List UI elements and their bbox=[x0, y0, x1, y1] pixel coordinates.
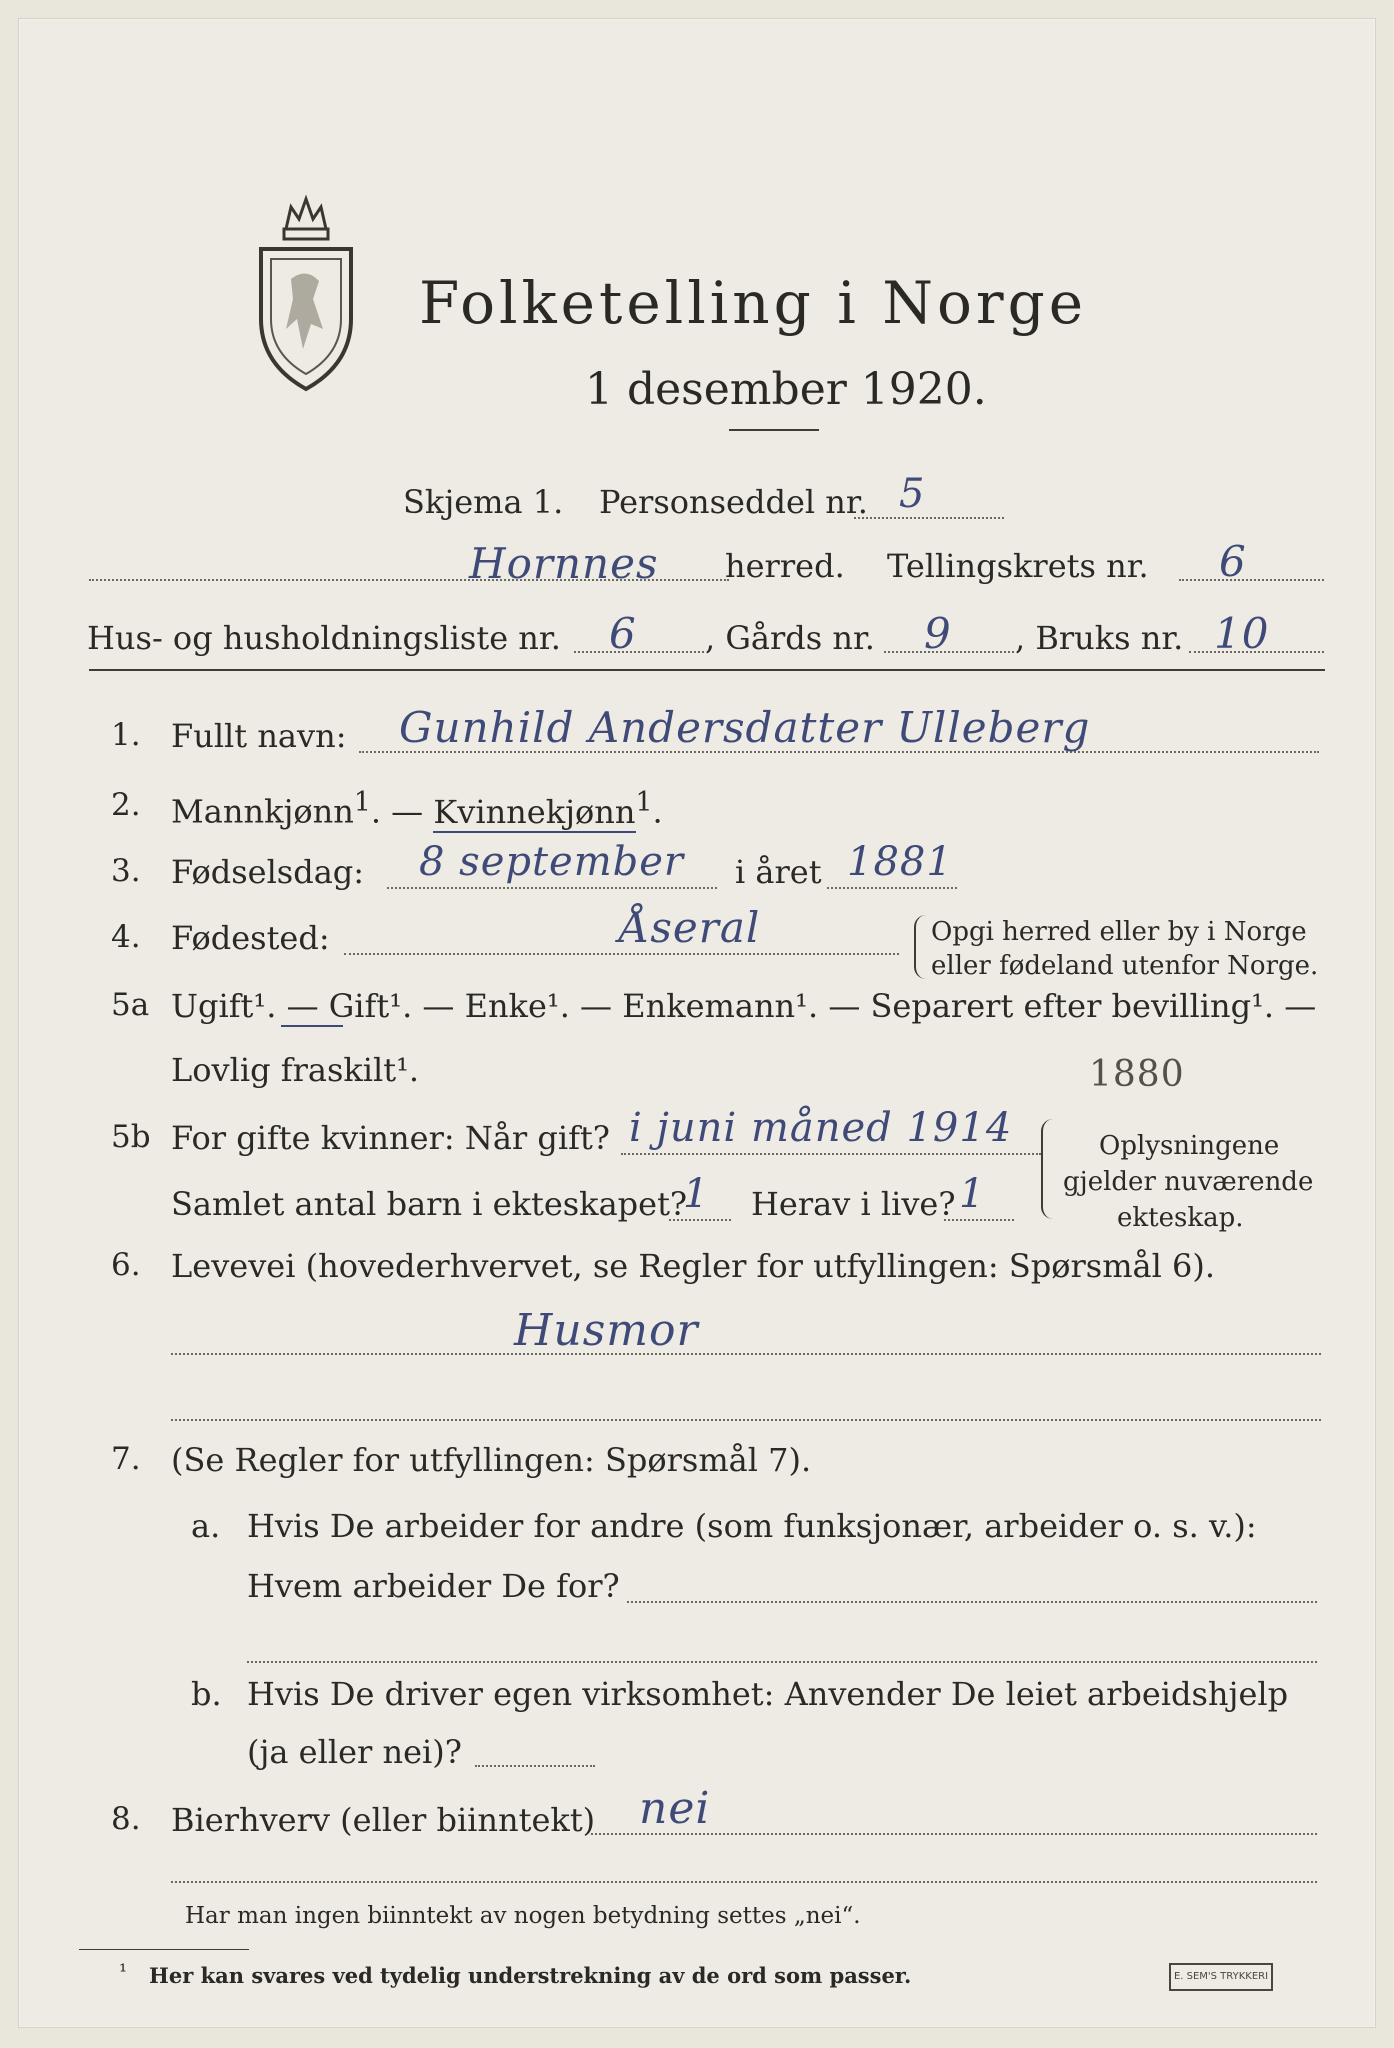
q8-label: Bierhverv (eller biinntekt) bbox=[171, 1801, 596, 1839]
q5b-value3: 1 bbox=[959, 1171, 986, 1217]
q6-label: Levevei (hovederhvervet, se Regler for utfyllingen: Spørsmål 6). bbox=[171, 1247, 1216, 1285]
q5b-note-line3: ekteskap. bbox=[1117, 1203, 1244, 1233]
husliste-value: 6 bbox=[609, 609, 637, 658]
q7a-answer-line bbox=[627, 1601, 1317, 1603]
q7b-line2: (ja eller nei)? bbox=[247, 1733, 462, 1771]
q6-line2 bbox=[171, 1419, 1321, 1421]
q3-number: 3. bbox=[111, 853, 141, 889]
footer-note: Har man ingen biinntekt av nogen betydning settes „nei“. bbox=[185, 1903, 861, 1929]
q7a-line1: Hvis De arbeider for andre (som funksjonær, arbeider o. s. v.): bbox=[247, 1507, 1257, 1545]
tellingskrets-value: 6 bbox=[1219, 537, 1247, 586]
q5b-line1 bbox=[621, 1153, 1041, 1155]
q5b-label3: Herav i live? bbox=[751, 1185, 956, 1223]
q2-options: Mannkjønn$^1$. — Kvinnekjønn$^1$. bbox=[171, 787, 663, 831]
q3-year-line bbox=[827, 887, 957, 889]
q6-value: Husmor bbox=[514, 1305, 699, 1356]
footnote-mark: ¹ bbox=[119, 1959, 128, 1983]
herred-label: herred. bbox=[725, 547, 845, 585]
q7a-line2: Hvem arbeider De for? bbox=[247, 1567, 620, 1605]
personseddel-value: 5 bbox=[899, 471, 926, 517]
q7-label: (Se Regler for utfyllingen: Spørsmål 7). bbox=[171, 1441, 812, 1479]
q5b-number: 5b bbox=[111, 1119, 151, 1155]
q8-number: 8. bbox=[111, 1801, 141, 1837]
gards-label: , Gårds nr. bbox=[705, 619, 875, 657]
personseddel-line bbox=[854, 517, 1004, 519]
q8-extra-line bbox=[171, 1881, 1317, 1883]
q6-number: 6. bbox=[111, 1247, 141, 1283]
bruks-label: , Bruks nr. bbox=[1015, 619, 1184, 657]
q7b-number: b. bbox=[191, 1675, 222, 1713]
q5b-label1: For gifte kvinner: Når gift? bbox=[171, 1119, 610, 1157]
q6-line1 bbox=[171, 1353, 1321, 1355]
tellingskrets-line bbox=[1179, 579, 1324, 581]
q4-brace bbox=[914, 915, 926, 979]
printer-stamp: E. SEM'S TRYKKERI bbox=[1169, 1963, 1273, 1991]
q7-number: 7. bbox=[111, 1441, 141, 1477]
q3-year-label: i året bbox=[735, 853, 822, 891]
header-divider bbox=[89, 669, 1325, 671]
q2-kvinnekjonn: Kvinnekjønn bbox=[433, 792, 636, 831]
husliste-line bbox=[574, 651, 704, 653]
q8-value: nei bbox=[639, 1783, 711, 1834]
q7b-line1: Hvis De driver egen virksomhet: Anvender De leiet arbeidshjelp bbox=[247, 1675, 1289, 1713]
q5b-line2 bbox=[669, 1219, 731, 1221]
q5b-value2: 1 bbox=[683, 1171, 710, 1217]
q7a-extra-line bbox=[247, 1661, 1317, 1663]
q4-label: Fødested: bbox=[171, 919, 330, 957]
q5a-annotation: 1880 bbox=[1089, 1054, 1185, 1095]
title-divider bbox=[729, 429, 819, 431]
q3-line bbox=[387, 887, 717, 889]
bruks-value: 10 bbox=[1214, 609, 1270, 658]
q4-note-line2: eller fødeland utenfor Norge. bbox=[931, 951, 1319, 981]
q1-value: Gunhild Andersdatter Ulleberg bbox=[399, 703, 1091, 752]
q5b-note-line2: gjelder nuværende bbox=[1063, 1167, 1314, 1197]
q7b-answer-line bbox=[475, 1765, 595, 1767]
q5a-number: 5a bbox=[111, 987, 150, 1023]
q4-number: 4. bbox=[111, 919, 141, 955]
footnote-divider bbox=[79, 1949, 249, 1950]
q1-number: 1. bbox=[111, 717, 141, 753]
q3-year-value: 1881 bbox=[847, 839, 953, 885]
gards-value: 9 bbox=[924, 609, 952, 658]
census-form bbox=[18, 18, 1376, 2028]
q4-line bbox=[344, 953, 899, 955]
q5b-note-line1: Oplysningene bbox=[1099, 1131, 1280, 1161]
q5b-line3 bbox=[944, 1219, 1014, 1221]
herred-value: Hornnes bbox=[469, 539, 659, 588]
husliste-label: Hus- og husholdningsliste nr. bbox=[87, 619, 561, 657]
q5b-label2: Samlet antal barn i ekteskapet? bbox=[171, 1185, 688, 1223]
tellingskrets-label: Tellingskrets nr. bbox=[887, 547, 1149, 585]
census-date: 1 desember 1920. bbox=[585, 364, 987, 415]
q2-number: 2. bbox=[111, 787, 141, 823]
q4-value: Åseral bbox=[619, 903, 761, 952]
q5b-value1: i juni måned 1914 bbox=[629, 1105, 1013, 1151]
q5a-gift-underline bbox=[281, 1025, 343, 1027]
q4-note-line1: Opgi herred eller by i Norge bbox=[931, 917, 1307, 947]
q3-label: Fødselsdag: bbox=[171, 853, 365, 891]
coat-of-arms-icon bbox=[251, 189, 361, 399]
skjema-label: Skjema 1. bbox=[403, 483, 564, 521]
personseddel-label: Personseddel nr. bbox=[599, 483, 868, 521]
q5a-options: Ugift¹. — Gift¹. — Enke¹. — Enkemann¹. — Separert efter bevilling¹. — bbox=[171, 987, 1317, 1025]
page-title: Folketelling i Norge bbox=[419, 269, 1088, 337]
q7a-number: a. bbox=[191, 1507, 221, 1545]
footnote-text: Her kan svares ved tydelig understrekning av de ord som passer. bbox=[149, 1963, 912, 1988]
q1-label: Fullt navn: bbox=[171, 717, 347, 755]
q3-value: 8 september bbox=[419, 839, 685, 885]
q5b-brace bbox=[1041, 1119, 1053, 1219]
q2-mannkjonn: Mannkjønn bbox=[171, 792, 354, 831]
q5a-line2: Lovlig fraskilt¹. bbox=[171, 1051, 420, 1089]
